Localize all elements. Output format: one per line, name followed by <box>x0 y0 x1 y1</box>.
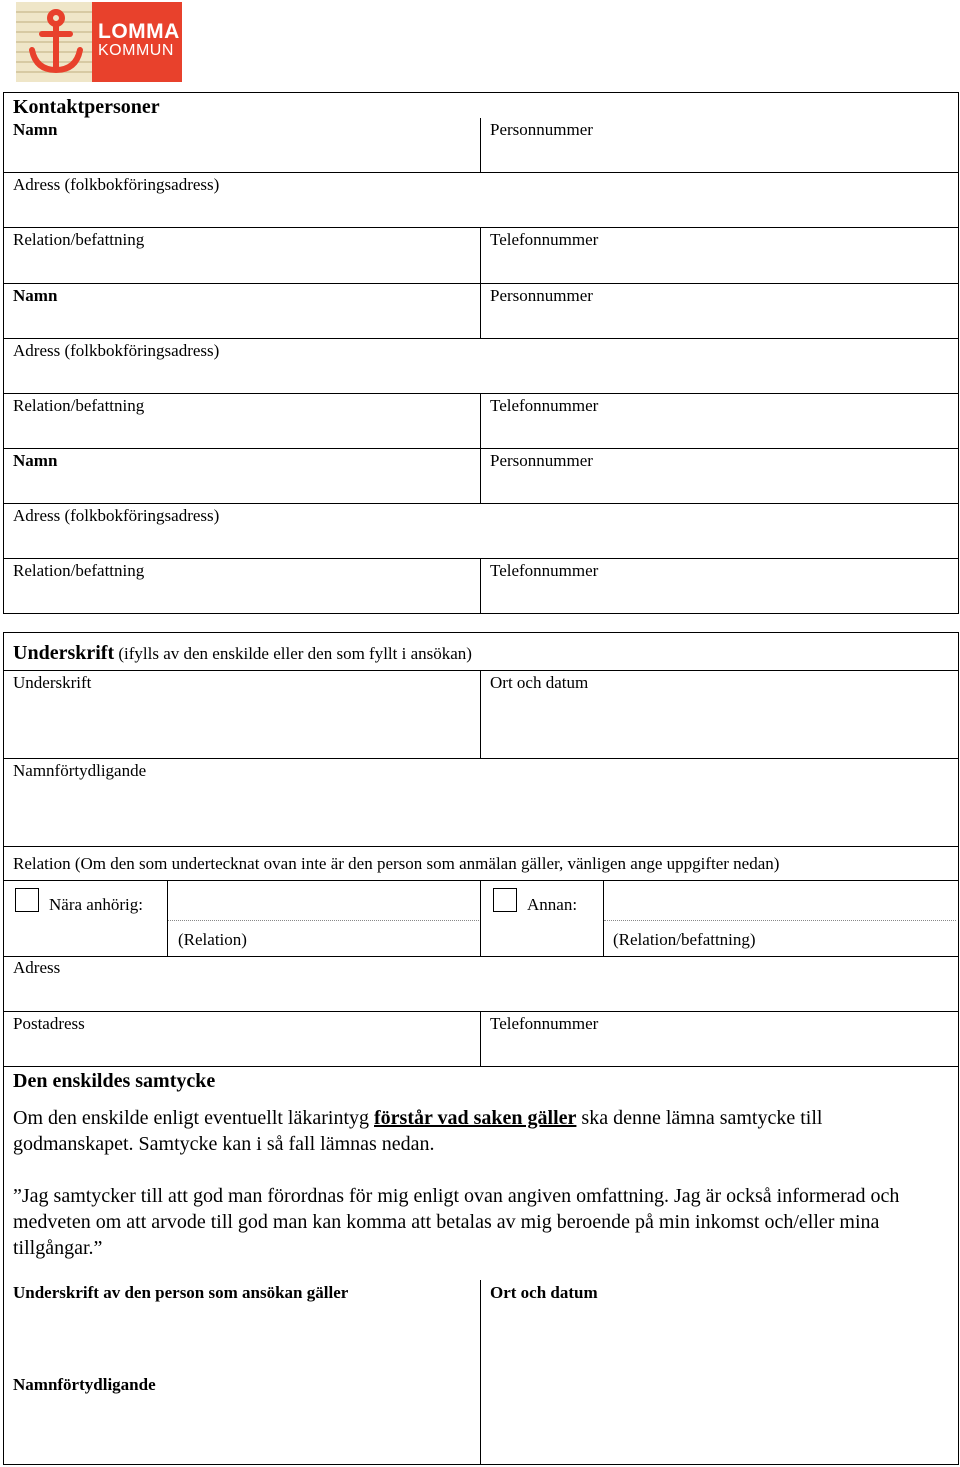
samtycke-emphasis: förstår vad saken gäller <box>374 1107 577 1129</box>
enskild-underskrift-label: Underskrift av den person som ansökan gäller <box>13 1283 349 1302</box>
person2-namn-label: Namn <box>13 286 58 305</box>
samtycke-heading: Den enskildes samtycke <box>13 1070 216 1092</box>
relation-sublabel: (Relation) <box>178 930 247 949</box>
person2-telefon-label: Telefonnummer <box>490 396 599 415</box>
person1-relation-label: Relation/befattning <box>13 230 145 249</box>
postadress-label: Postadress <box>13 1014 85 1033</box>
anchor-icon <box>26 8 86 78</box>
logo-text-lomma: LOMMA <box>98 20 180 43</box>
adress-label: Adress <box>13 958 61 977</box>
kontaktpersoner-heading: Kontaktpersoner <box>13 96 160 118</box>
person3-relation-label: Relation/befattning <box>13 561 145 580</box>
relation-befattning-sublabel: (Relation/befattning) <box>613 930 756 949</box>
person1-adress-label: Adress (folkbokföringsadress) <box>13 175 220 194</box>
nara-anhorig-checkbox[interactable] <box>15 888 39 912</box>
namnfortydligande-label: Namnförtydligande <box>13 761 147 780</box>
person3-namn-label: Namn <box>13 451 58 470</box>
underskrift-heading: Underskrift (ifylls av den enskilde eller den som fyllt i ansökan) <box>13 642 472 664</box>
annan-checkbox[interactable] <box>493 888 517 912</box>
person3-telefon-label: Telefonnummer <box>490 561 599 580</box>
person3-adress-label: Adress (folkbokföringsadress) <box>13 506 220 525</box>
ort-datum-label: Ort och datum <box>490 673 589 692</box>
samtycke-paragraph: Om den enskilde enligt eventuellt läkarintyg förstår vad saken gäller ska denne lämna samtycke till godmanskapet. Samtycke kan i så fall lämnas nedan. <box>13 1107 823 1155</box>
person1-personnummer-label: Personnummer <box>490 120 593 139</box>
samtycke-quote: ”Jag samtycker till att god man förordnas för mig enligt ovan angiven omfattning. Jag är också informerad och medveten om att arvode till god man kan komma att betalas av mig beroende på min inkomst och/eller mina tillgångar.” <box>13 1185 900 1259</box>
nara-anhorig-label: Nära anhörig: <box>49 895 143 914</box>
relation-info-label: Relation (Om den som undertecknat ovan inte är den person som anmälan gäller, vänligen ange uppgifter nedan) <box>13 854 780 873</box>
person3-personnummer-label: Personnummer <box>490 451 593 470</box>
logo-text-kommun: KOMMUN <box>98 42 174 59</box>
person2-personnummer-label: Personnummer <box>490 286 593 305</box>
person2-adress-label: Adress (folkbokföringsadress) <box>13 341 220 360</box>
annan-label: Annan: <box>527 895 578 914</box>
enskild-ort-datum-label: Ort och datum <box>490 1283 598 1302</box>
lomma-kommun-logo <box>16 2 182 82</box>
person2-relation-label: Relation/befattning <box>13 396 145 415</box>
enskild-namnfortydligande-label: Namnförtydligande <box>13 1375 156 1394</box>
person1-namn-label: Namn <box>13 120 58 139</box>
telefonnummer-label: Telefonnummer <box>490 1014 599 1033</box>
underskrift-label: Underskrift <box>13 673 92 692</box>
person1-telefon-label: Telefonnummer <box>490 230 599 249</box>
